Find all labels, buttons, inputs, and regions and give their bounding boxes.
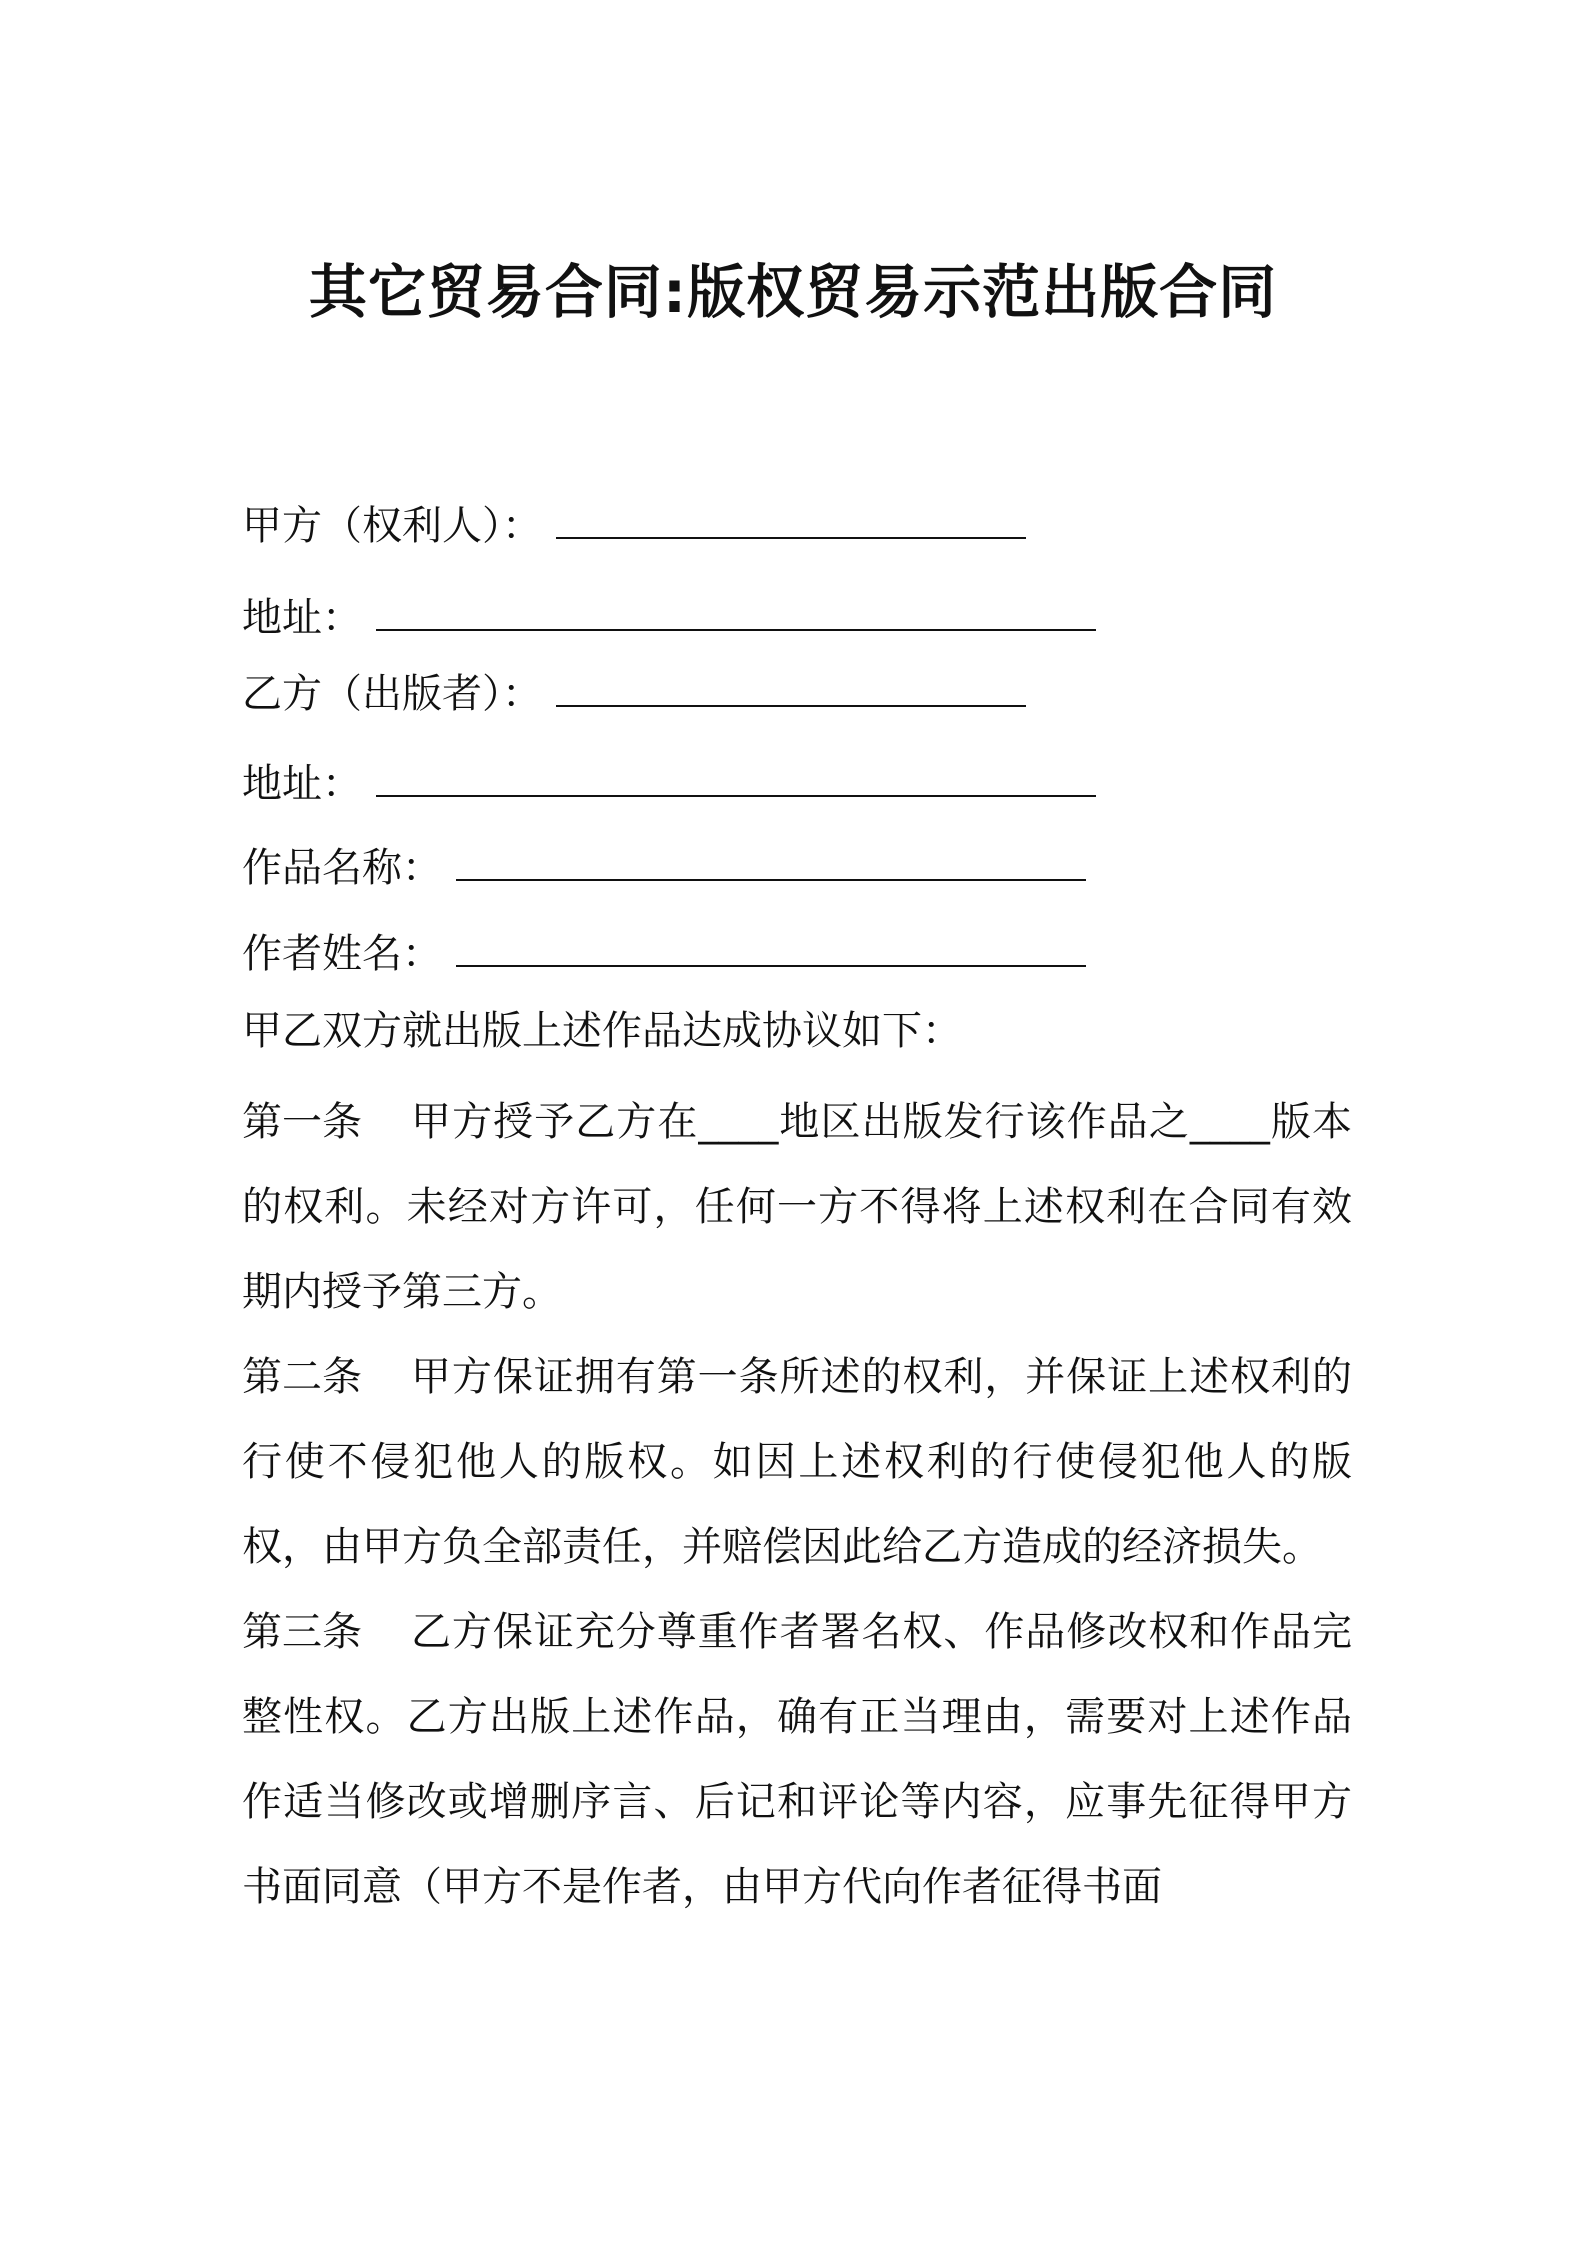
party-b-blank xyxy=(556,699,1026,707)
article-3-text: 乙方保证充分尊重作者署名权、作品修改权和作品完整性权。乙方出版上述作品，确有正当理由，需要对上述作品作适当修改或增删序言、后记和评论等内容，应事先征得甲方书面同意（甲方不是作者，由甲方代向作者征得书面 xyxy=(242,1609,1352,1910)
article-3-heading: 第三条 xyxy=(242,1609,362,1655)
party-b-field xyxy=(242,666,1026,722)
party-a-address-field xyxy=(242,590,1096,646)
work-title-blank xyxy=(456,873,1086,881)
party-a-address-blank xyxy=(376,623,1096,631)
party-a-label: 甲方（权利人）： xyxy=(242,503,542,549)
article-1-text: 甲方授予乙方在____地区出版发行该作品之____版本的权利。未经对方许可，任何一方不得将上述权利在合同有效期内授予第三方。 xyxy=(242,1099,1352,1315)
party-b-label: 乙方（出版者）： xyxy=(242,671,542,717)
article-2-heading: 第二条 xyxy=(242,1354,362,1400)
intro-line: 甲乙双方就出版上述作品达成协议如下： xyxy=(242,1008,962,1054)
author-name-blank xyxy=(456,959,1086,967)
party-b-address-blank xyxy=(376,789,1096,797)
author-name-label: 作者姓名： xyxy=(242,931,442,977)
work-title-label: 作品名称： xyxy=(242,845,442,891)
document-title: 其它贸易合同:版权贸易示范出版合同 xyxy=(308,258,1278,326)
party-b-address-label: 地址： xyxy=(242,761,362,807)
party-b-address-field xyxy=(242,756,1096,812)
article-2 xyxy=(242,1335,1352,1590)
article-1 xyxy=(242,1080,1352,1335)
contract-articles xyxy=(242,1080,1352,1930)
article-1-heading: 第一条 xyxy=(242,1099,362,1145)
party-a-field xyxy=(242,498,1026,554)
party-a-address-label: 地址： xyxy=(242,595,362,641)
author-name-field xyxy=(242,926,1086,982)
article-3 xyxy=(242,1590,1352,1930)
work-title-field xyxy=(242,840,1086,896)
party-a-blank xyxy=(556,531,1026,539)
article-2-text: 甲方保证拥有第一条所述的权利，并保证上述权利的行使不侵犯他人的版权。如因上述权利的行使侵犯他人的版权，由甲方负全部责任，并赔偿因此给乙方造成的经济损失。 xyxy=(242,1354,1352,1570)
